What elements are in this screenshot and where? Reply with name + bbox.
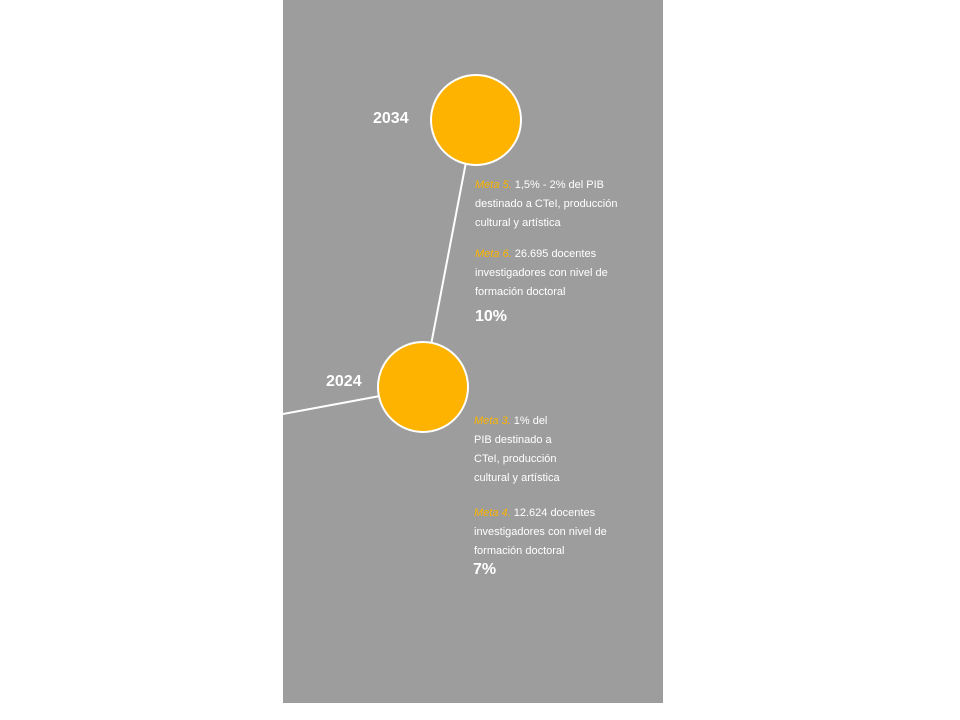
goal-text: PIB destinado a	[474, 434, 552, 446]
goal-meta-6	[475, 245, 608, 302]
connector-left	[283, 396, 380, 414]
goal-meta-4	[474, 504, 607, 561]
milestone-2024-percent: 7%	[473, 561, 497, 578]
milestone-2024-year: 2024	[326, 373, 362, 390]
goal-text: formación doctoral	[475, 286, 566, 298]
goal-label: Meta 5.	[475, 179, 512, 191]
goal-text: 1% del	[510, 415, 548, 427]
goal-label: Meta 3.	[474, 415, 511, 427]
goal-text: CTeI, producción	[474, 453, 557, 465]
goal-text: 26.695 docentes	[511, 248, 597, 260]
goal-text: destinado a CTeI, producción	[475, 198, 618, 210]
goal-text: cultural y artística	[475, 217, 561, 229]
milestone-2034-percent: 10%	[475, 308, 508, 325]
goal-text: cultural y artística	[474, 472, 560, 484]
goal-meta-5	[475, 176, 617, 233]
goal-text: 12.624 docentes	[510, 507, 596, 519]
goal-label: Meta 4.	[474, 507, 511, 519]
milestone-2034-year: 2034	[373, 110, 409, 127]
goal-text: 1,5% - 2% del PIB	[511, 179, 605, 191]
goal-label: Meta 6.	[475, 248, 512, 260]
milestone-2034-circle	[430, 74, 522, 166]
goal-text: formación doctoral	[474, 545, 565, 557]
connector-middle	[431, 162, 466, 345]
goal-meta-3	[474, 412, 560, 488]
milestone-2024-circle	[377, 341, 469, 433]
goal-text: investigadores con nivel de	[475, 267, 608, 279]
goal-text: investigadores con nivel de	[474, 526, 607, 538]
